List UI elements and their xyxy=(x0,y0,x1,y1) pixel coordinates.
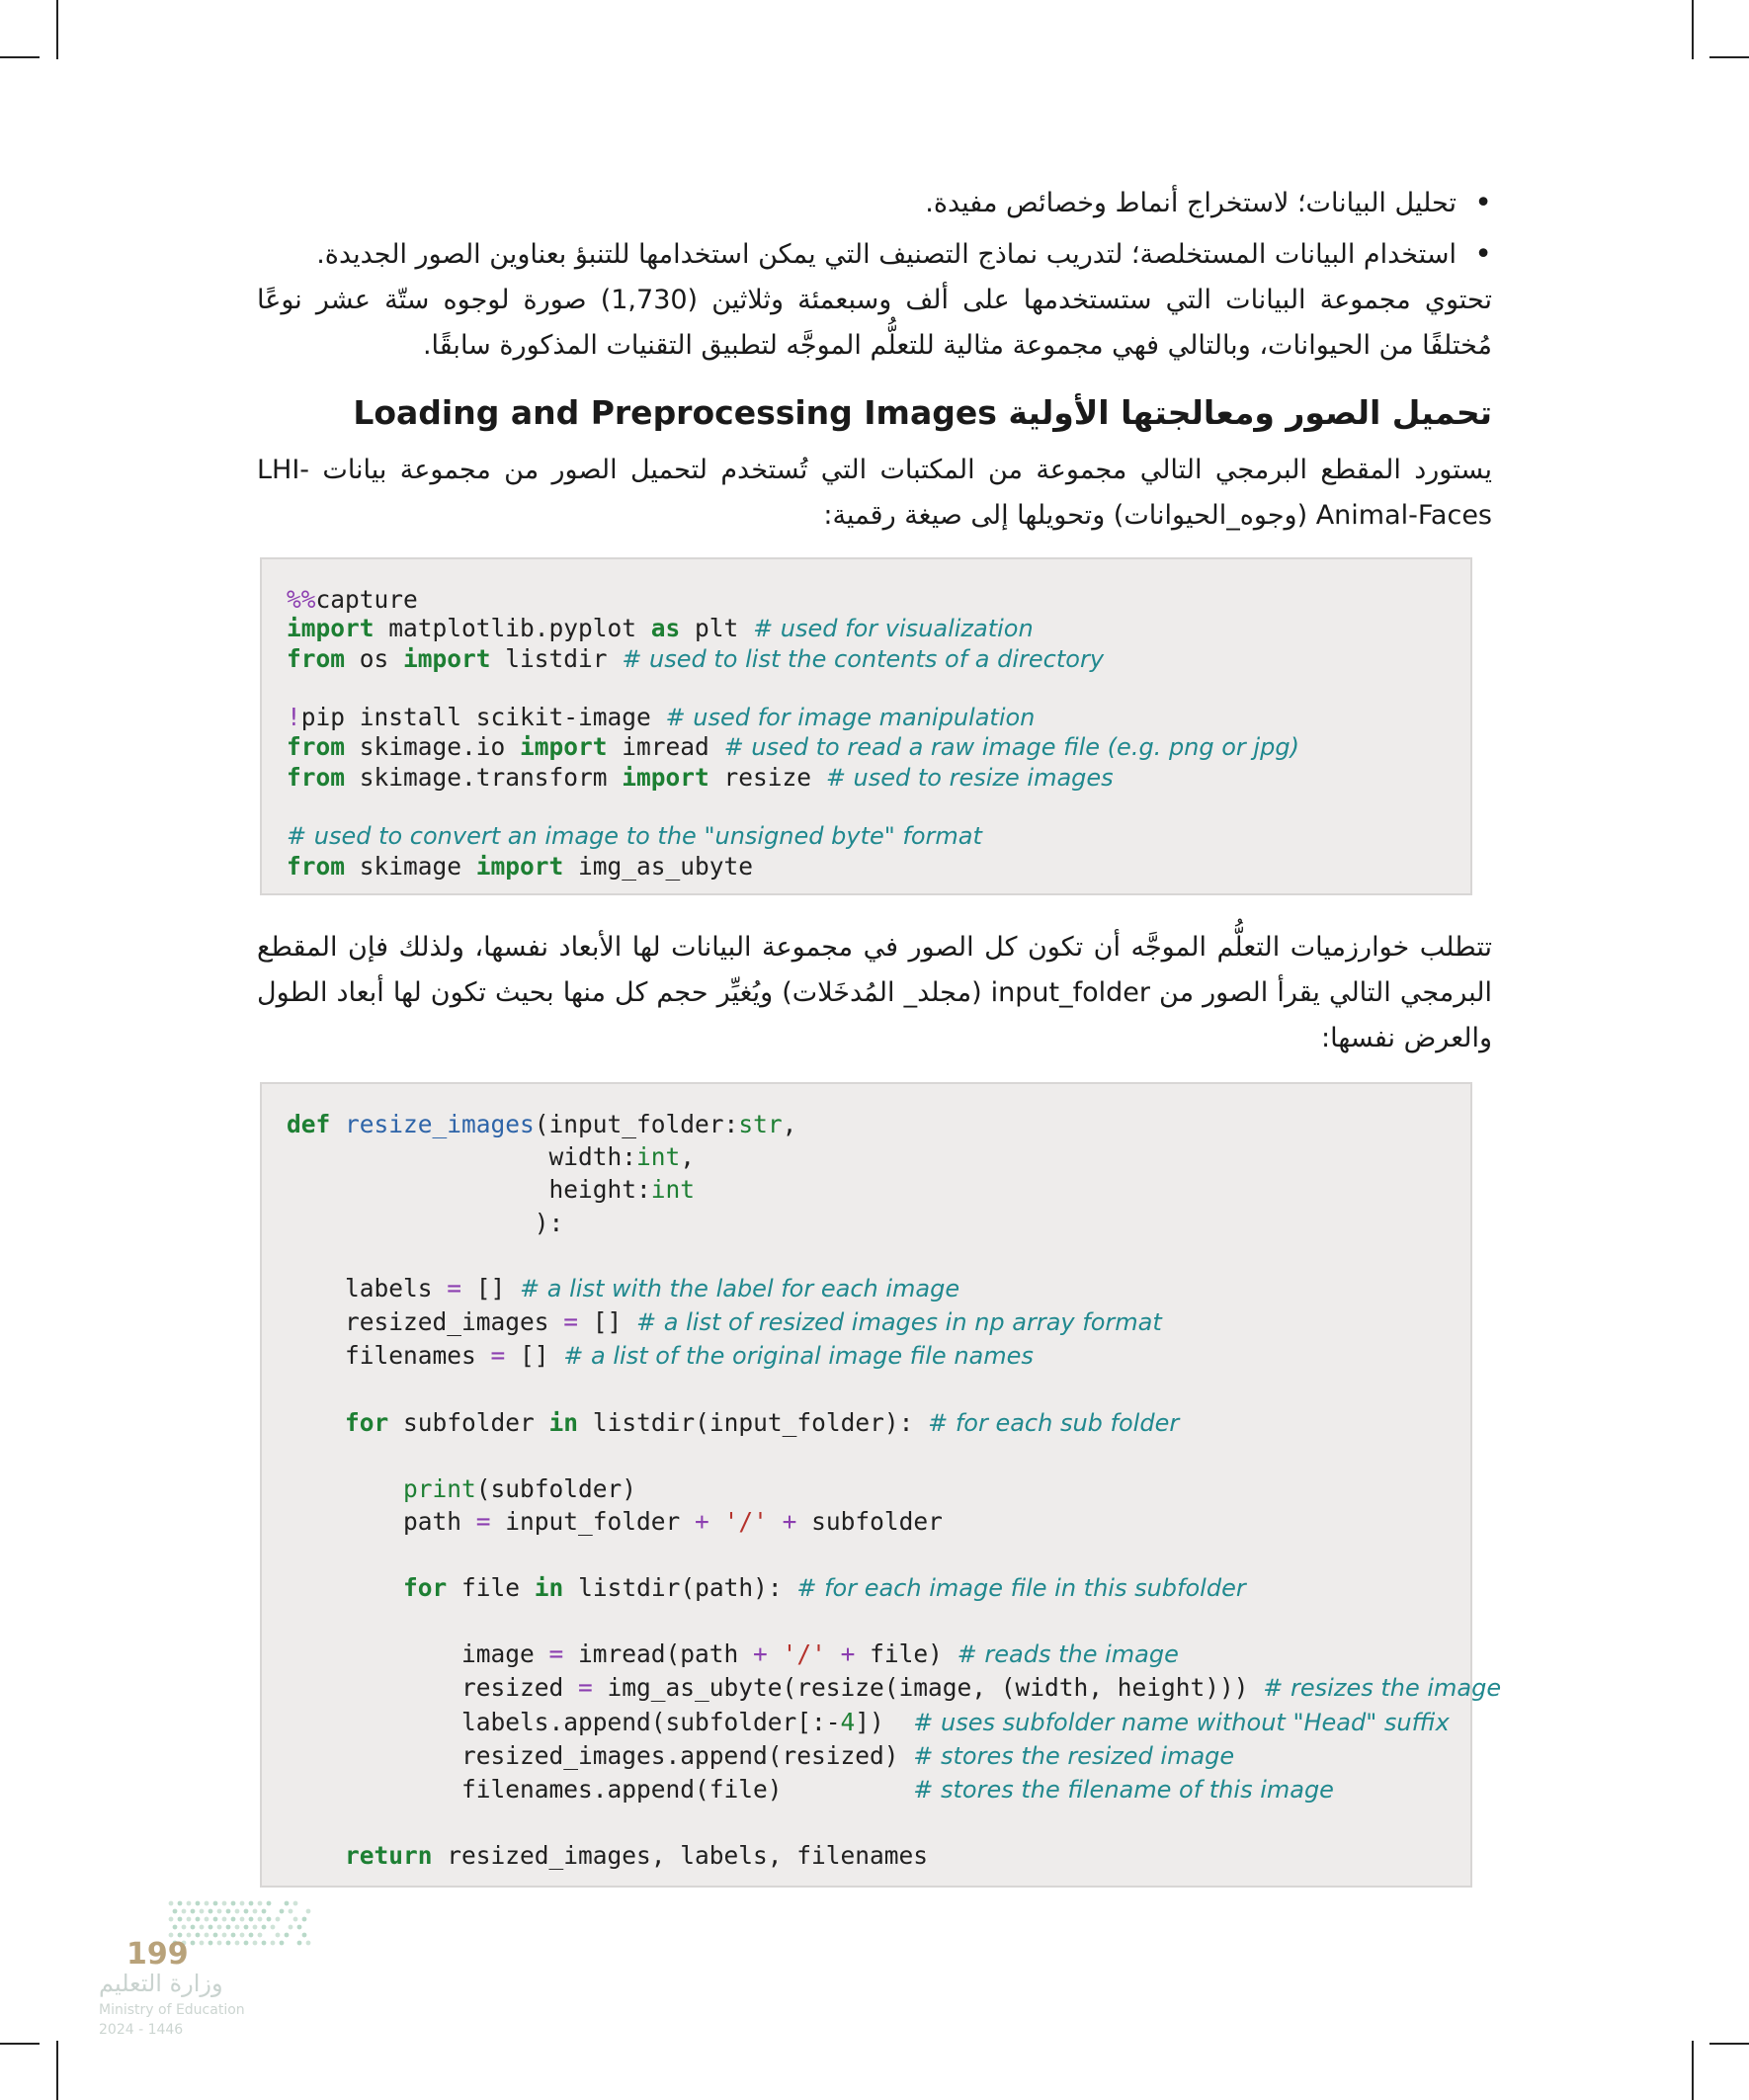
logo-dot xyxy=(262,1941,267,1946)
logo-dot xyxy=(302,1917,307,1922)
page-number: 199 xyxy=(126,1937,189,1972)
code-block-imports xyxy=(260,557,1472,895)
logo-dot xyxy=(276,1917,281,1922)
logo-dot xyxy=(187,1901,192,1906)
logo-dot xyxy=(297,1925,302,1930)
code-text: def resize_images(input_folder:str, width:int, height:int ): labels = [] # a list with the label for each image resized_images = [] # a list of resized images in np array format filenames = [] # a list of the original image file names for subfolder in listdir(input_folder): # for each sub folder print(subfolder) path = input_folder + '/' + subfolder for file in listdir(path): # for each image file in this subfolder image = imread(path + '/' + file) # reads the image resized = img_as_ubyte(resize(image, (width, height))) # resizes the image labels.append(subfolder[:-4]) # uses subfolder name without "Head" suffix resized_images.append(resized) # stores the resized image filenames.append(file) # stores the filename of this image return resized_images, labels, filenames xyxy=(287,1110,1502,1871)
logo-dot xyxy=(169,1917,174,1922)
logo-dot xyxy=(289,1925,293,1930)
logo-dot xyxy=(196,1917,201,1922)
code-block-resize-function xyxy=(260,1082,1502,1888)
logo-dot xyxy=(222,1901,227,1906)
crop-mark-bottom-right-h xyxy=(1709,2043,1749,2045)
logo-dot xyxy=(280,1941,285,1946)
logo-dot xyxy=(200,1941,205,1946)
crop-mark-bottom-right-v xyxy=(1692,2041,1694,2100)
logo-dot xyxy=(191,1941,196,1946)
logo-dot xyxy=(169,1901,174,1906)
logo-dot xyxy=(262,1925,267,1930)
logo-dot xyxy=(235,1909,240,1914)
logo-dot xyxy=(306,1941,311,1946)
bullet-item: • تحليل البيانات؛ لاستخراج أنماط وخصائص مفيدة. xyxy=(247,178,1492,229)
section-heading: تحميل الصور ومعالجتها الأولية Loading and Preprocessing Images xyxy=(353,393,1492,432)
logo-dot xyxy=(262,1909,267,1914)
logo-dot xyxy=(267,1917,272,1922)
logo-dot xyxy=(213,1901,218,1906)
logo-dot xyxy=(213,1933,218,1938)
logo-dot xyxy=(258,1933,263,1938)
logo-dot xyxy=(208,1925,213,1930)
logo-dot xyxy=(187,1917,192,1922)
logo-dot xyxy=(208,1909,213,1914)
logo-dot xyxy=(191,1925,196,1930)
logo-dot xyxy=(253,1925,258,1930)
logo-dot xyxy=(208,1941,213,1946)
logo-dot xyxy=(231,1901,236,1906)
crop-mark-top-right-v xyxy=(1692,0,1694,59)
logo-dot xyxy=(173,1925,178,1930)
crop-mark-top-left-h xyxy=(0,56,40,58)
logo-dot xyxy=(200,1925,205,1930)
logo-dot xyxy=(205,1901,209,1906)
logo-dot xyxy=(267,1901,272,1906)
code-text: %%capture import matplotlib.pyplot as plt # used for visualization from os import listdir # used to list the contents of a directory !pip install scikit-image # used for image manipulation from skimage.io import imread # used to read a raw image file (e.g. png or jpg) from skimage.transform import resize # used to resize images # used to convert an image to the "unsigned byte" format from skimage import img_as_ubyte xyxy=(287,585,1299,881)
logo-dot xyxy=(258,1917,263,1922)
crop-mark-top-right-h xyxy=(1709,56,1749,58)
logo-dot xyxy=(191,1909,196,1914)
logo-dot xyxy=(249,1901,254,1906)
logo-arabic-text: وزارة التعليم xyxy=(99,1970,223,1997)
logo-dot xyxy=(276,1933,281,1938)
logo-dot xyxy=(235,1941,240,1946)
logo-dot xyxy=(280,1909,285,1914)
logo-english-text: Ministry of Education xyxy=(99,2002,245,2018)
logo-dot xyxy=(226,1909,231,1914)
logo-dot xyxy=(244,1941,249,1946)
logo-dot xyxy=(271,1941,276,1946)
logo-dot xyxy=(217,1941,222,1946)
logo-dot xyxy=(271,1925,276,1930)
logo-dot xyxy=(293,1901,298,1906)
logo-dot xyxy=(293,1917,298,1922)
logo-dot xyxy=(200,1909,205,1914)
logo-year-text: 2024 - 1446 xyxy=(99,2022,184,2038)
logo-dot xyxy=(196,1933,201,1938)
logo-dot xyxy=(235,1925,240,1930)
logo-dot xyxy=(302,1933,307,1938)
logo-dot xyxy=(217,1909,222,1914)
logo-dot xyxy=(240,1901,245,1906)
logo-dot xyxy=(253,1941,258,1946)
crop-mark-bottom-left-h xyxy=(0,2043,40,2045)
logo-dot xyxy=(231,1917,236,1922)
logo-dot xyxy=(258,1901,263,1906)
logo-dot xyxy=(249,1933,254,1938)
logo-dot xyxy=(285,1933,290,1938)
logo-dot xyxy=(249,1917,254,1922)
logo-dot xyxy=(178,1917,183,1922)
logo-dot xyxy=(182,1925,187,1930)
logo-dot xyxy=(173,1909,178,1914)
logo-dot xyxy=(196,1901,201,1906)
logo-dot xyxy=(240,1933,245,1938)
logo-dot xyxy=(226,1941,231,1946)
logo-dot xyxy=(222,1933,227,1938)
intro-paragraph: تحتوي مجموعة البيانات التي ستستخدمها على ألف وسبعمئة وثلاثين (1,730) صورة لوجوه ستّة عشر نوعًا مُختلفًا من الحيوانات، وبالتالي فهي مجموعة مثالية للتعلُّم الموجَّه لتطبيق التقنيات المذكورة سابقًا. xyxy=(257,285,1492,361)
load-paragraph: يستورد المقطع البرمجي التالي مجموعة من المكتبات التي تُستخدم لتحميل الصور من مجموعة بيانات LHI-Animal-Faces (وجوه_الحيوانات) وتحويلها إلى صيغة رقمية: xyxy=(257,455,1492,531)
logo-dot xyxy=(240,1917,245,1922)
bullet-list xyxy=(247,178,1492,281)
logo-dot xyxy=(205,1933,209,1938)
logo-dot xyxy=(217,1925,222,1930)
resize-paragraph: تتطلب خوارزميات التعلُّم الموجَّه أن تكون كل الصور في مجموعة البيانات لها الأبعاد نفسها، ولذلك فإن المقطع البرمجي التالي يقرأ الصور من input_folder (مجلد_ المُدخَلات) ويُغيِّر حجم كل منها بحيث تكون لها أبعاد الطول والعرض نفسها: xyxy=(257,932,1493,1053)
logo-dot xyxy=(182,1909,187,1914)
logo-dot xyxy=(231,1933,236,1938)
logo-dot xyxy=(244,1909,249,1914)
logo-dot xyxy=(306,1909,311,1914)
logo-dot xyxy=(244,1925,249,1930)
logo-dot xyxy=(297,1941,302,1946)
logo-dot xyxy=(289,1909,293,1914)
logo-dot xyxy=(205,1917,209,1922)
logo-dot xyxy=(222,1917,227,1922)
crop-mark-top-left-v xyxy=(56,0,58,59)
logo-dot xyxy=(226,1925,231,1930)
logo-dot xyxy=(285,1901,290,1906)
logo-dot xyxy=(213,1917,218,1922)
bullet-item: • استخدام البيانات المستخلصة؛ لتدريب نماذج التصنيف التي يمكن استخدامها للتنبؤ بعناوين الصور الجديدة. xyxy=(247,229,1492,281)
crop-mark-bottom-left-v xyxy=(56,2041,58,2100)
logo-dot xyxy=(178,1901,183,1906)
logo-dot xyxy=(253,1909,258,1914)
